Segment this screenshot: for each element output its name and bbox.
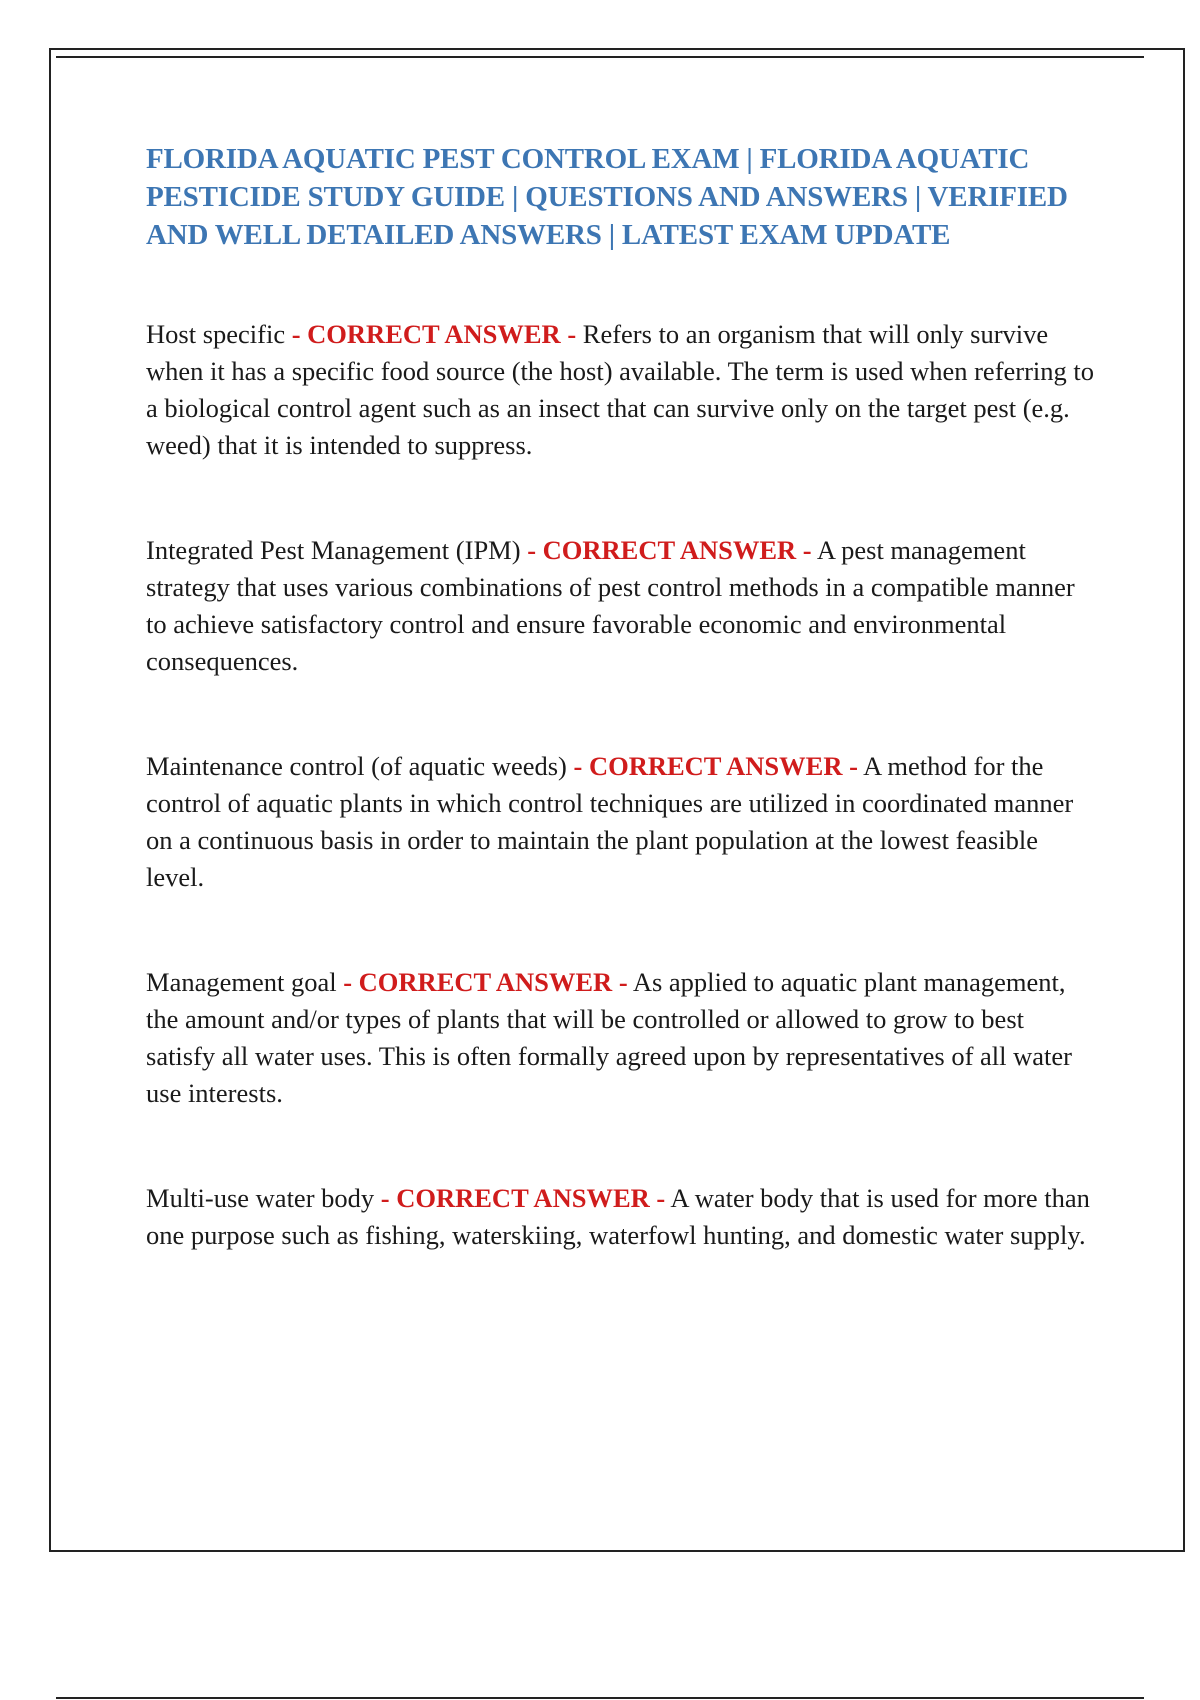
term: Management goal xyxy=(146,967,337,997)
definition: A method for the control of aquatic plants in which control techniques are utilized in coordinated manner on a continuous basis in order to maintain the plant population at the lowest feasible level. xyxy=(146,751,1074,892)
term: Multi-use water body xyxy=(146,1183,375,1213)
term: Host specific xyxy=(146,319,286,349)
correct-answer-tag: - CORRECT ANSWER - xyxy=(573,751,858,781)
qa-entry xyxy=(146,1180,1096,1254)
term: Integrated Pest Management (IPM) xyxy=(146,535,521,565)
correct-answer-tag: - CORRECT ANSWER - xyxy=(527,535,812,565)
definition: A water body that is used for more than one purpose such as fishing, waterskiing, waterfowl hunting, and domestic water supply. xyxy=(146,1183,1090,1250)
qa-entry xyxy=(146,748,1096,896)
definition: Refers to an organism that will only survive when it has a specific food source (the host) available. The term is used when referring to a biological control agent such as an insect that can survive only on the target pest (e.g. weed) that it is intended to suppress. xyxy=(146,319,1095,460)
qa-entry xyxy=(146,316,1096,464)
correct-answer-tag: - CORRECT ANSWER - xyxy=(380,1183,666,1213)
correct-answer-tag: - CORRECT ANSWER - xyxy=(343,967,628,997)
top-rule xyxy=(56,56,1144,58)
document-content xyxy=(146,140,1096,1254)
qa-entry xyxy=(146,964,1096,1112)
definition: As applied to aquatic plant management, the amount and/or types of plants that will be controlled or allowed to grow to best satisfy all water uses. This is often formally agreed upon by representatives of all water use interests. xyxy=(146,967,1072,1108)
term: Maintenance control (of aquatic weeds) xyxy=(146,751,567,781)
document-title: FLORIDA AQUATIC PEST CONTROL EXAM | FLORIDA AQUATIC PESTICIDE STUDY GUIDE | QUESTIONS AND ANSWERS | VERIFIED AND WELL DETAILED ANSWERS | LATEST EXAM UPDATE xyxy=(146,143,1068,251)
correct-answer-tag: - CORRECT ANSWER - xyxy=(291,319,577,349)
bottom-rule xyxy=(56,1697,1144,1699)
definition: A pest management strategy that uses various combinations of pest control methods in a compatible manner to achieve satisfactory control and ensure favorable economic and environmental consequences. xyxy=(146,535,1075,676)
qa-entry xyxy=(146,532,1096,680)
